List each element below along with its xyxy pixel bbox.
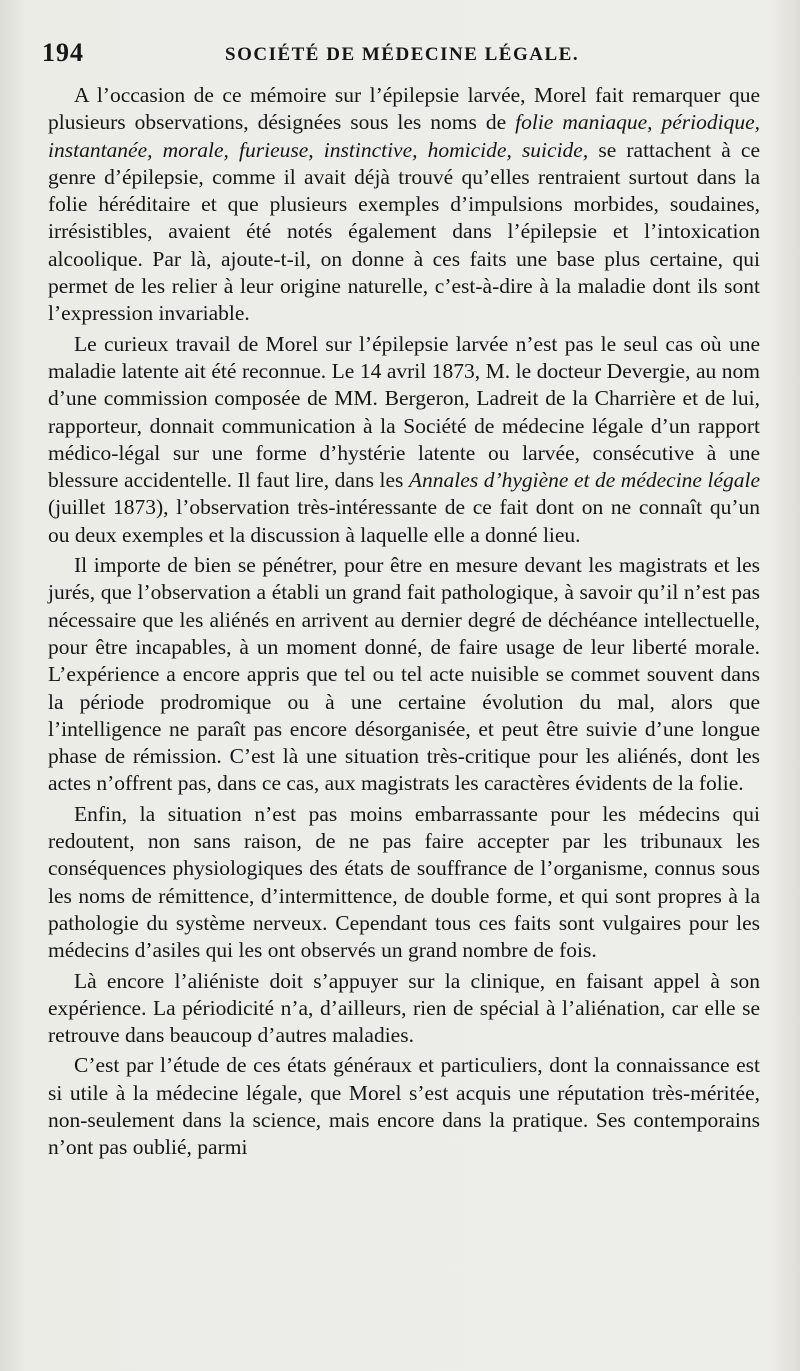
paragraph-2-text-b: (juillet 1873), l’observation très-intéressante de ce fait dont on ne connaît qu’un ou deux exemples et la discussion à laquelle elle a donné lieu. xyxy=(48,495,760,547)
paragraph-3: Il importe de bien se pénétrer, pour être en mesure devant les magistrats et les jurés, que l’observation a établi un grand fait pathologique, à savoir qu’il n’est pas nécessaire que les aliénés en arrivent au dernier degré de déchéance intellectuelle, pour être incapables, à un moment donné, de faire usage de leur liberté morale. L’expérience a encore appris que tel ou tel acte nuisible se commet souvent dans la période prodromique ou à une certaine évolution du mal, alors que l’intelligence ne paraît pas encore désorganisée, et peut être suivie d’une longue phase de rémission. C’est là une situation très-critique pour les aliénés, dont les actes n’offrent pas, dans ce cas, aux magistrats les caractères évidents de la folie. xyxy=(48,553,760,796)
paragraph-1-italic: folie maniaque, périodique, instantanée, morale, furieuse, instinctive, homicide, suicide, xyxy=(48,110,760,162)
page-header xyxy=(42,38,760,72)
paragraph-1-text-b: se rattachent à ce genre d’épilepsie, comme il avait déjà trouvé qu’elles rentraient surtout dans la folie héréditaire et que plusieurs exemples d’impulsions morbides, soudaines, irrésistibles, avaient été notés également dans l’épilepsie et l’intoxication alcoolique. Par là, ajoute-t-il, on donne à ces faits une base plus certaine, qui permet de les relier à leur origine naturelle, c’est-à-dire à la maladie dont ils sont l’expression invariable. xyxy=(48,137,760,326)
page-number: 194 xyxy=(42,38,84,67)
paragraph-5: Là encore l’aliéniste doit s’appuyer sur la clinique, en faisant appel à son expérience. La périodicité n’a, d’ailleurs, rien de spécial à l’aliénation, car elle se retrouve dans beaucoup d’autres maladies. xyxy=(48,968,760,1048)
paragraph-2 xyxy=(48,331,760,549)
paragraph-1-text-a: A l’occasion de ce mémoire sur l’épilepsie larvée, Morel fait remarquer que plusieurs observations, désignées sous les noms de xyxy=(48,83,760,135)
paragraph-4: Enfin, la situation n’est pas moins embarrassante pour les médecins qui redoutent, non sans raison, de ne pas faire accepter par les tribunaux les conséquences physiologiques des états de souffrance de l’organisme, connus sous les noms de rémittence, d’intermittence, de double forme, et qui sont propres à la pathologie du système nerveux. Cependant tous ces faits sont vulgaires pour les médecins d’asiles qui les ont observés un grand nombre de fois. xyxy=(48,801,760,963)
body-text xyxy=(48,82,760,1162)
paragraph-2-text-a: Le curieux travail de Morel sur l’épilepsie larvée n’est pas le seul cas où une maladie latente ait été reconnue. Le 14 avril 1873, M. le docteur Devergie, au nom d’une commission composée de MM. Bergeron, Ladreit de la Charrière et de lui, rapporteur, donnait communication à la Société de médecine légale d’un rapport médico-légal sur une forme d’hystérie latente ou larvée, consécutive à une blessure accidentelle. Il faut lire, dans les xyxy=(48,331,760,493)
paragraph-1 xyxy=(48,82,760,328)
running-title: SOCIÉTÉ DE MÉDECINE LÉGALE. xyxy=(225,44,580,65)
paragraph-2-italic: Annales d’hygiène et de médecine légale xyxy=(408,468,761,493)
paragraph-6: C’est par l’étude de ces états généraux et particuliers, dont la connaissance est si utile à la médecine légale, que Morel s’est acquis une réputation très-méritée, non-seulement dans la science, mais encore dans la pratique. Ses contemporains n’ont pas oublié, parmi xyxy=(48,1053,760,1160)
